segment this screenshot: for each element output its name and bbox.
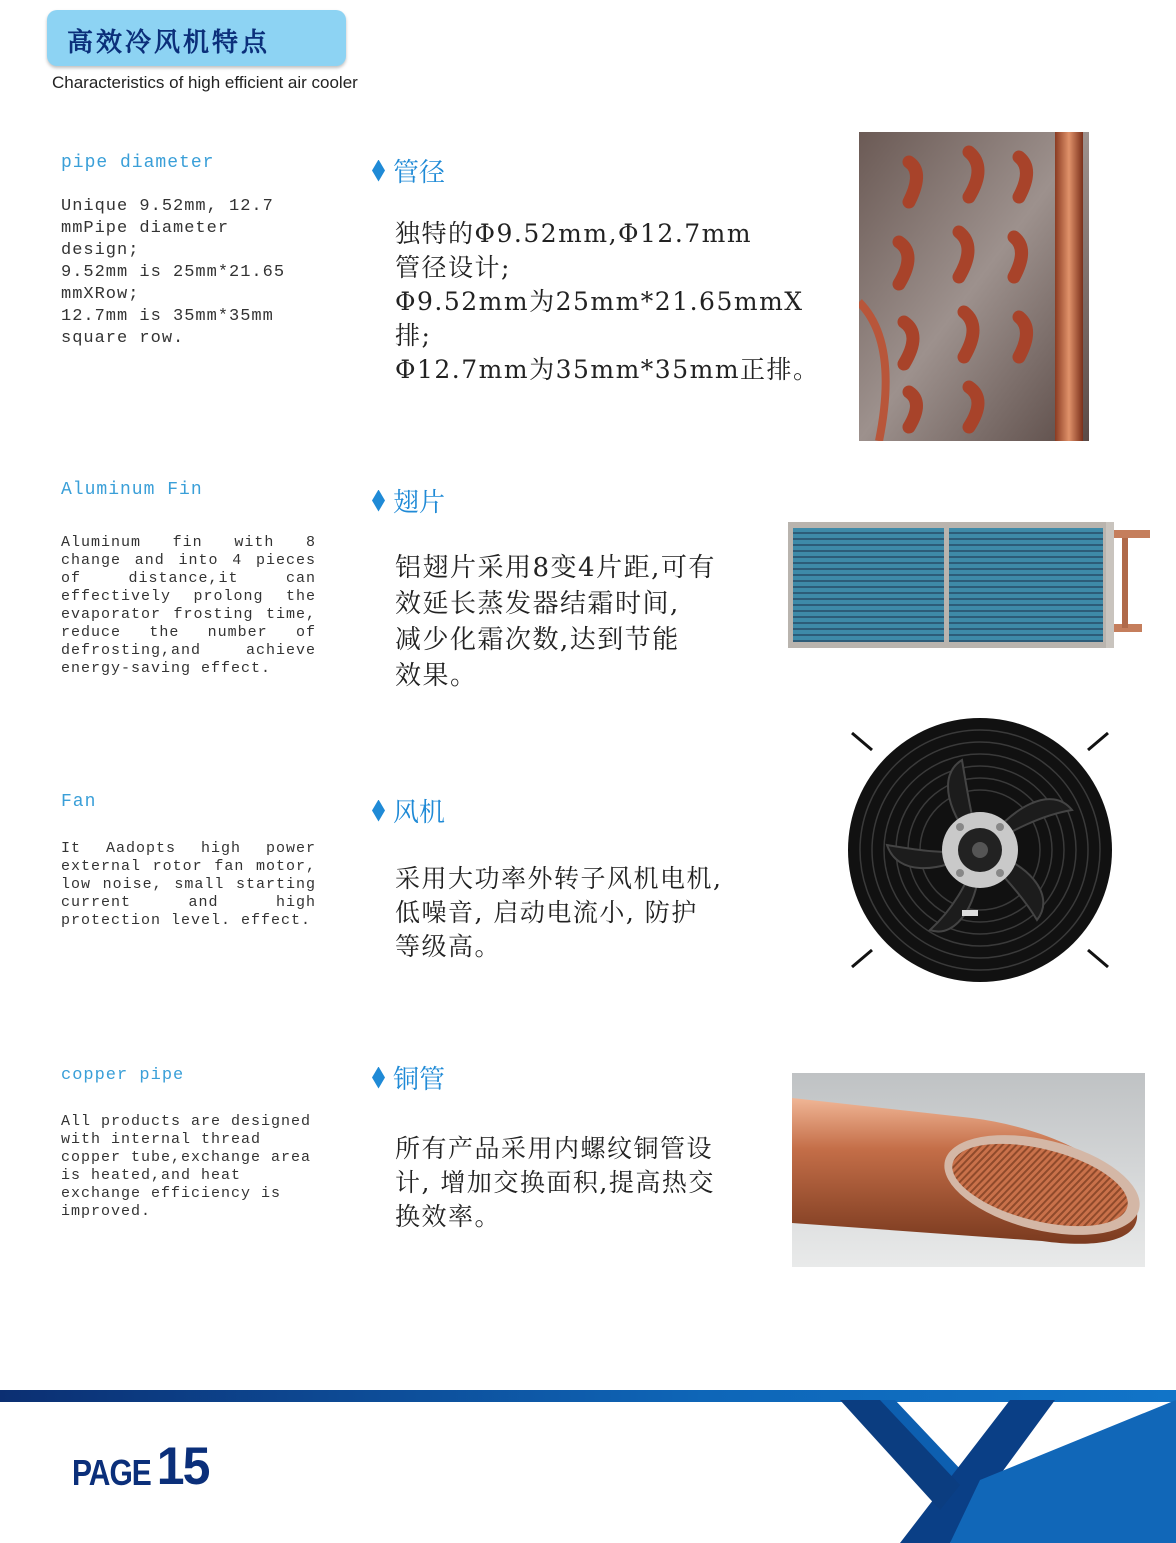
page-word: PAGE — [72, 1453, 151, 1494]
section-fan-cn-title: 风机 — [372, 792, 445, 829]
section-pipe-diameter-cn-title: 管径 — [372, 152, 445, 189]
section-pipe-diameter-en-title: pipe diameter — [61, 153, 215, 173]
copper-pipe-photo — [792, 1073, 1145, 1267]
section-pipe-diameter-en-body: Unique 9.52mm, 12.7 mmPipe diameter design; 9.52mm is 25mm*21.65 mmXRow; 12.7mm is 35mm*35mm square row. — [61, 197, 286, 348]
title-tab — [47, 10, 346, 66]
section-aluminum-fin-en-title: Aluminum Fin — [61, 480, 203, 500]
pipe-diameter-photo — [859, 132, 1089, 441]
fan-photo — [842, 715, 1118, 985]
aluminum-fin-photo — [788, 520, 1150, 650]
section-fan-en-title: Fan — [61, 792, 97, 812]
page-title: 高效冷风机特点 — [67, 28, 271, 58]
section-fan-cn-body: 采用大功率外转子风机电机, 低噪音, 启动电流小, 防护 等级高。 — [395, 864, 723, 961]
section-copper-pipe-en-body: All products are designed with internal thread copper tube,exchange area is heated,and heat exchange efficiency is improved. — [61, 1113, 312, 1220]
section-aluminum-fin-en-body: Aluminum fin with 8 change and into 4 pieces of distance,it can effectively prolong the evaporator frosting time, reduce the number of defrosting,and achieve energy-saving effect. — [61, 534, 316, 677]
section-aluminum-fin-cn-body: 铝翅片采用8变4片距,可有 效延长蒸发器结霜时间, 减少化霜次数,达到节能 效果。 — [395, 553, 716, 691]
page-number-label — [72, 1437, 208, 1495]
footer-x-logo-icon — [840, 1400, 1176, 1543]
diamond-bullet-icon — [372, 160, 385, 182]
section-aluminum-fin-cn-title: 翅片 — [372, 482, 445, 519]
page-number: 15 — [156, 1436, 209, 1496]
diamond-bullet-icon — [372, 1067, 385, 1089]
diamond-bullet-icon — [372, 490, 385, 512]
diamond-bullet-icon — [372, 800, 385, 822]
section-copper-pipe-cn-title: 铜管 — [372, 1059, 445, 1096]
section-pipe-diameter-cn-body: 独特的Φ9.52mm,Φ12.7mm 管径设计; Φ9.52mm为25mm*21.65mmX 排; Φ12.7mm为35mm*35mm正排。 — [395, 219, 820, 384]
section-copper-pipe-en-title: copper pipe — [61, 1066, 185, 1085]
section-copper-pipe-cn-body: 所有产品采用内螺纹铜管设 计, 增加交换面积,提高热交 换效率。 — [395, 1134, 715, 1231]
section-fan-en-body: It Aadopts high power external rotor fan motor, low noise, small starting current and high protection level. effect. — [61, 840, 316, 929]
page-subtitle: Characteristics of high efficient air cooler — [52, 73, 358, 92]
